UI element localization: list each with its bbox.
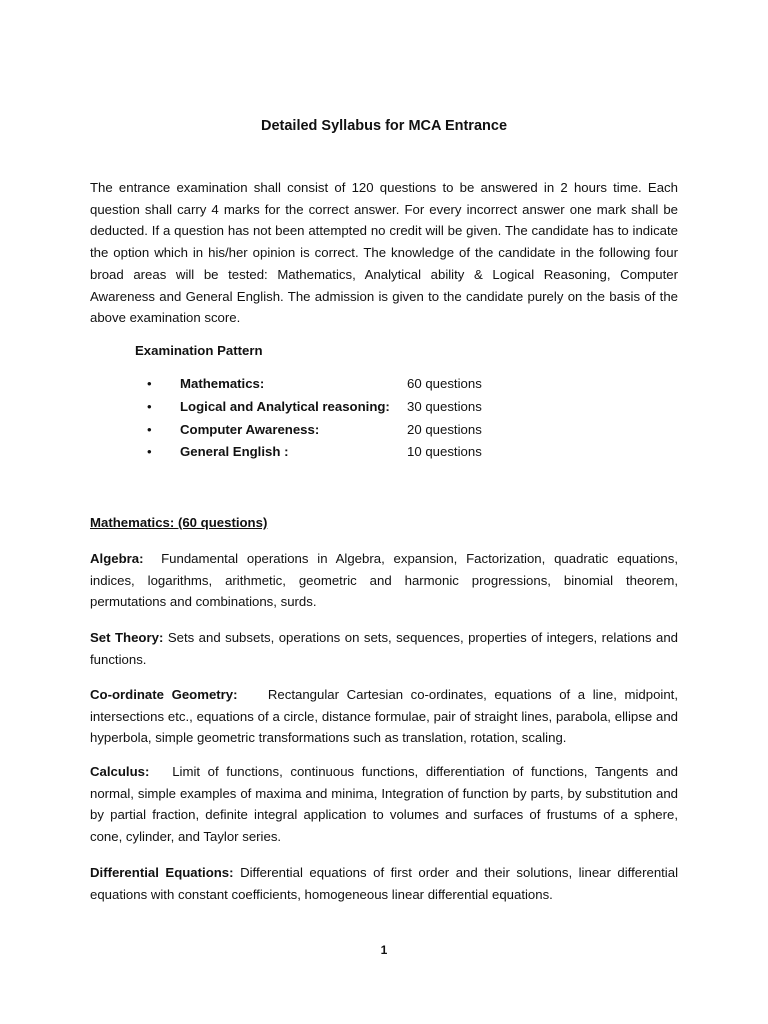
topic-calculus — [90, 761, 678, 848]
topic-description: Differential equations of first order and their solutions, linear differential equations with constant coefficients, homogeneous linear differential equations. — [90, 865, 679, 902]
pattern-subject: Logical and Analytical reasoning: — [180, 398, 390, 414]
list-item — [0, 422, 768, 445]
topic-term: Co-ordinate Geometry: — [90, 687, 238, 702]
bullet-icon: • — [147, 376, 152, 391]
topic-term: Set Theory: — [90, 630, 164, 645]
topic-description: Rectangular Cartesian co-ordinates, equations of a line, midpoint, intersections etc., equations of a circle, distance formulae, pair of straight lines, parabola, ellipse and hyperbola, simple geometric transformations such as translation, rotation, scaling. — [90, 687, 678, 746]
bullet-icon: • — [147, 398, 152, 414]
topic-description: Limit of functions, continuous functions, differentiation of functions, Tangents and normal, simple examples of maxima and minima, Integration of function by parts, by substitution and by partial fraction, definite integral application to volumes and surfaces of frustums of a sphere, cone, cylinder, and Taylor series. — [90, 764, 678, 845]
exam-pattern-heading: Examination Pattern — [135, 343, 263, 358]
intro-paragraph: The entrance examination shall consist of 120 questions to be answered in 2 hours time. Each question shall carry 4 marks for the correct answer. For every incorrect answer one mark shall be deducted. If a question has not been attempted no credit will be given. The candidate has to indicate the option which in his/her opinion is correct. The knowledge of the candidate in the following four broad areas will be tested: Mathematics, Analytical ability & Logical Reasoning, Computer Awareness and General English. The admission is given to the candidate purely on the basis of the above examination score. — [90, 180, 678, 326]
bullet-icon: • — [147, 421, 152, 437]
list-item — [0, 376, 768, 399]
topic-set-theory — [90, 627, 678, 670]
pattern-count: 20 questions — [407, 421, 482, 437]
exam-pattern-list — [0, 376, 768, 467]
topic-differential-equations — [90, 862, 678, 905]
pattern-count: 10 questions — [407, 444, 482, 460]
topic-algebra — [90, 548, 678, 613]
page-title: Detailed Syllabus for MCA Entrance — [260, 118, 508, 134]
pattern-count: 60 questions — [407, 376, 482, 391]
pattern-subject: General English : — [180, 444, 289, 460]
list-item — [0, 399, 768, 422]
topic-term: Differential Equations: — [90, 865, 234, 880]
list-item — [0, 444, 768, 467]
pattern-subject: Computer Awareness: — [180, 421, 320, 437]
topic-description: Sets and subsets, operations on sets, sequences, properties of integers, relations and functions. — [90, 630, 678, 667]
topic-term: Calculus: — [90, 764, 150, 779]
pattern-subject: Mathematics: — [180, 376, 265, 391]
bullet-icon: • — [147, 444, 152, 460]
page-number: 1 — [380, 943, 388, 957]
topic-coordinate-geometry — [90, 684, 678, 749]
mathematics-section-heading: Mathematics: (60 questions) — [90, 515, 268, 530]
topic-description: Fundamental operations in Algebra, expansion, Factorization, quadratic equations, indices, logarithms, arithmetic, geometric and harmonic progressions, binomial theorem, permutations and combinations, surds. — [90, 551, 678, 610]
topic-term: Algebra: — [90, 551, 144, 566]
pattern-count: 30 questions — [407, 398, 482, 414]
